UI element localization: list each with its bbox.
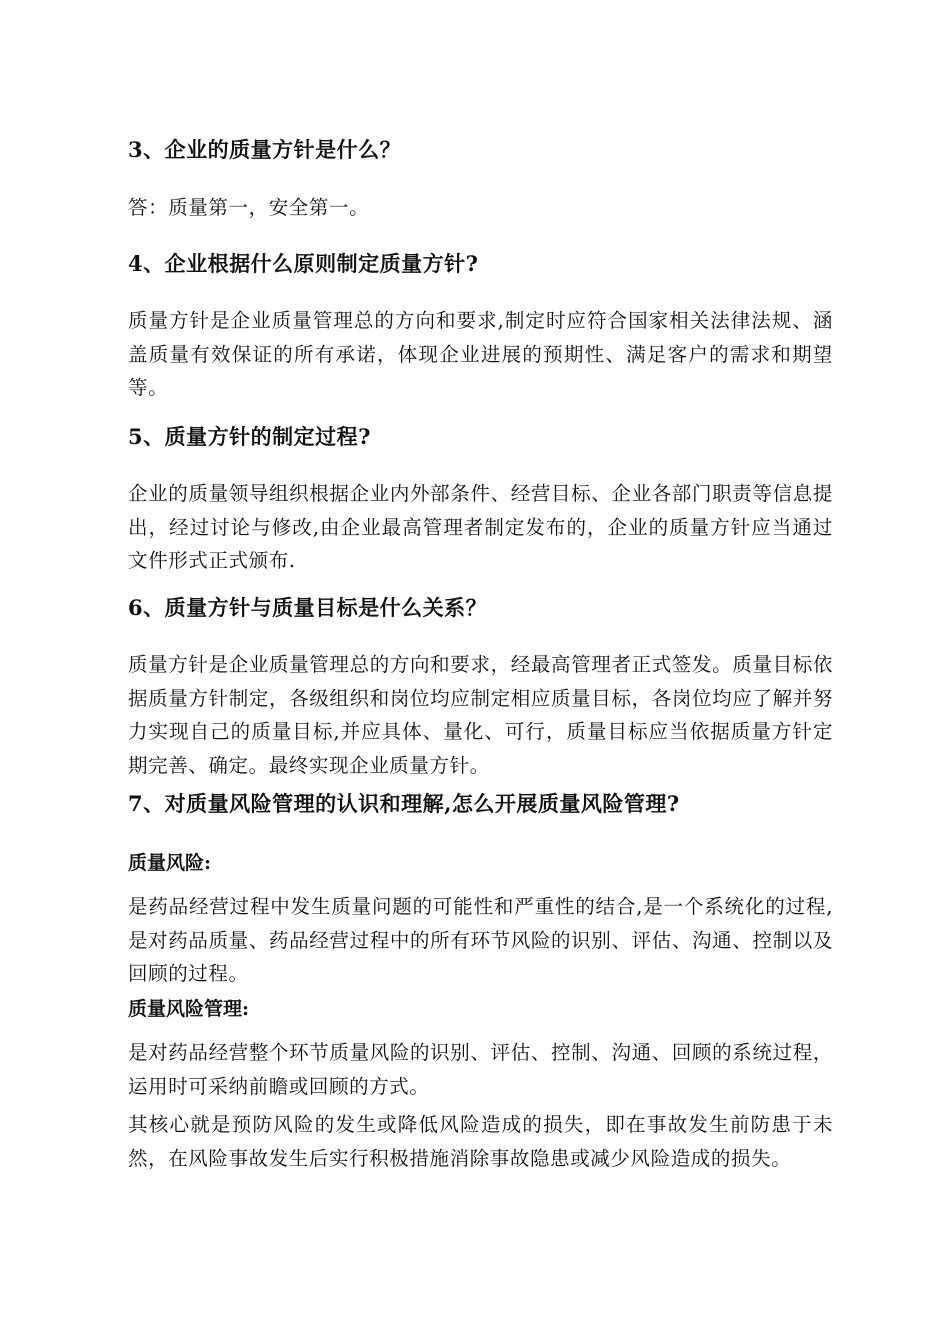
subheading-quality-risk: 质量风险:: [128, 852, 212, 874]
subheading-quality-risk-management: 质量风险管理:: [128, 998, 250, 1020]
answer-q3: 答：质量第一，安全第一。: [128, 196, 370, 219]
answer-q4: 质量方针是企业质量管理总的方向和要求,制定时应符合国家相关法律法规、涵盖质量有效保证的所有承诺，体现企业进展的预期性、满足客户的需求和期望等。: [128, 309, 833, 399]
paragraph-quality-risk: 是药品经营过程中发生质量问题的可能性和严重性的结合,是一个系统化的过程,是对药品质量、药品经营过程中的所有环节风险的识别、评估、沟通、控制以及回顾的过程。: [128, 895, 833, 985]
heading-q4: 4、企业根据什么原则制定质量方针?: [128, 251, 479, 276]
answer-q6: 质量方针是企业质量管理总的方向和要求，经最高管理者正式签发。质量目标依据质量方针制定，各级组织和岗位均应制定相应质量目标，各岗位均应了解并努力实现自己的质量目标,并应具体、量化、可行，质量目标应当依据质量方针定期完善、确定。最终实现企业质量方针。: [128, 653, 833, 777]
answer-q5: 企业的质量领导组织根据企业内外部条件、经营目标、企业各部门职责等信息提出，经过讨论与修改,由企业最高管理者制定发布的，企业的质量方针应当通过文件形式正式颁布.: [128, 482, 833, 572]
heading-q5: 5、质量方针的制定过程?: [128, 424, 371, 449]
heading-q3: 3、企业的质量方针是什么？: [128, 137, 402, 162]
paragraph-quality-risk-management-1: 是对药品经营整个环节质量风险的识别、评估、控制、沟通、回顾的系统过程，运用时可采纳前瞻或回顾的方式。: [128, 1041, 833, 1098]
paragraph-quality-risk-management-2: 其核心就是预防风险的发生或降低风险造成的损失，即在事故发生前防患于未然，在风险事故发生后实行积极措施消除事故隐患或减少风险造成的损失。: [128, 1113, 833, 1170]
heading-q6: 6、质量方针与质量目标是什么关系？: [128, 595, 488, 620]
heading-q7: 7、对质量风险管理的认识和理解,怎么开展质量风险管理?: [128, 791, 680, 816]
